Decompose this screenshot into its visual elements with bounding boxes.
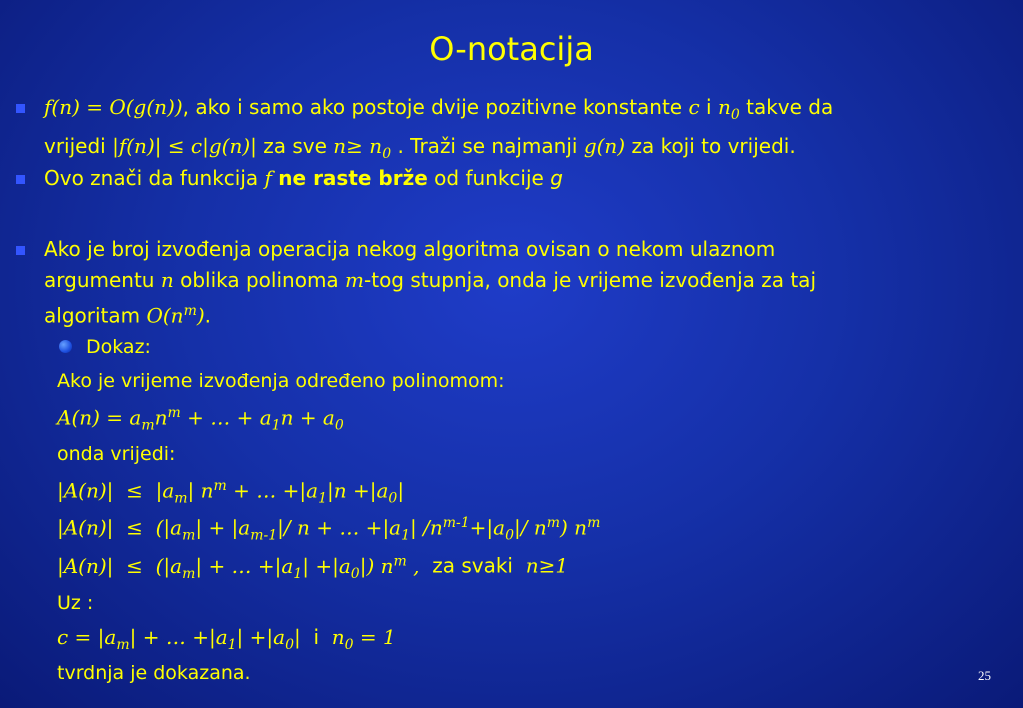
slide-title: O-notacija: [429, 30, 594, 68]
page-number: 25: [978, 668, 991, 683]
proof-line-1: Ako je vrijeme izvođenja određeno polinomom:: [57, 370, 505, 392]
formula-step-1: $|A(n)| \le |a_m|$ $n^m$ + … $+|a_1|n +|a_0|$: [57, 478, 405, 507]
bullet-square-icon: [16, 104, 25, 113]
math-inequality: |f(n)| ≤ c|g(n)|: [112, 134, 257, 158]
proof-label: Dokaz:: [86, 336, 151, 358]
bullet-square-icon: [16, 246, 25, 255]
formula-step-3: $|A(n)| \le (|a_m|$ + … $+|a_1| +|a_0|$) $n^m$ , za svaki n≥1: [57, 553, 569, 582]
formula-step-2: $|A(n)| \le (|a_m| + |a_{m-1}|/$ n + … $+|a_1|$ $/n^{m-1}+|a_0|/$ $n^m$) $n^m$: [57, 515, 601, 544]
bullet-polynomial: Ako je broj izvođenja operacija nekog algoritma ovisan o nekom ulaznom argumentu n oblika polinoma m-tog stupnja, onda je vrijeme izvođenja za taj algoritam $O(n^m)$.: [16, 234, 976, 332]
math-definition: f(n) = O(g(n)): [44, 95, 183, 119]
formula-polynomial: $A(n) = a_mn^m$ + … + $a_1n + a_0$: [57, 405, 344, 434]
bullet-circle-icon: [59, 340, 72, 353]
proof-line-3: onda vrijedi:: [57, 443, 176, 465]
proof-uz: Uz :: [57, 592, 94, 614]
proof-conclusion: tvrdnja je dokazana.: [57, 662, 251, 684]
formula-constants: $c = |a_m|$ + … $+|a_1| +|a_0|$ i $n_0 = 1$: [57, 625, 396, 653]
bullet-meaning: Ovo znači da funkcija f ne raste brže od funkcije g: [16, 163, 976, 194]
bullet-definition: f(n) = O(g(n)), ako i samo ako postoje dvije pozitivne konstante c i $n_0$ takve da vrijedi |f(n)| ≤ c|g(n)| za sve $n\ge n_0$ . Traži se najmanji g(n) za koji to vrijedi.: [16, 92, 976, 170]
bullet-square-icon: [16, 175, 25, 184]
